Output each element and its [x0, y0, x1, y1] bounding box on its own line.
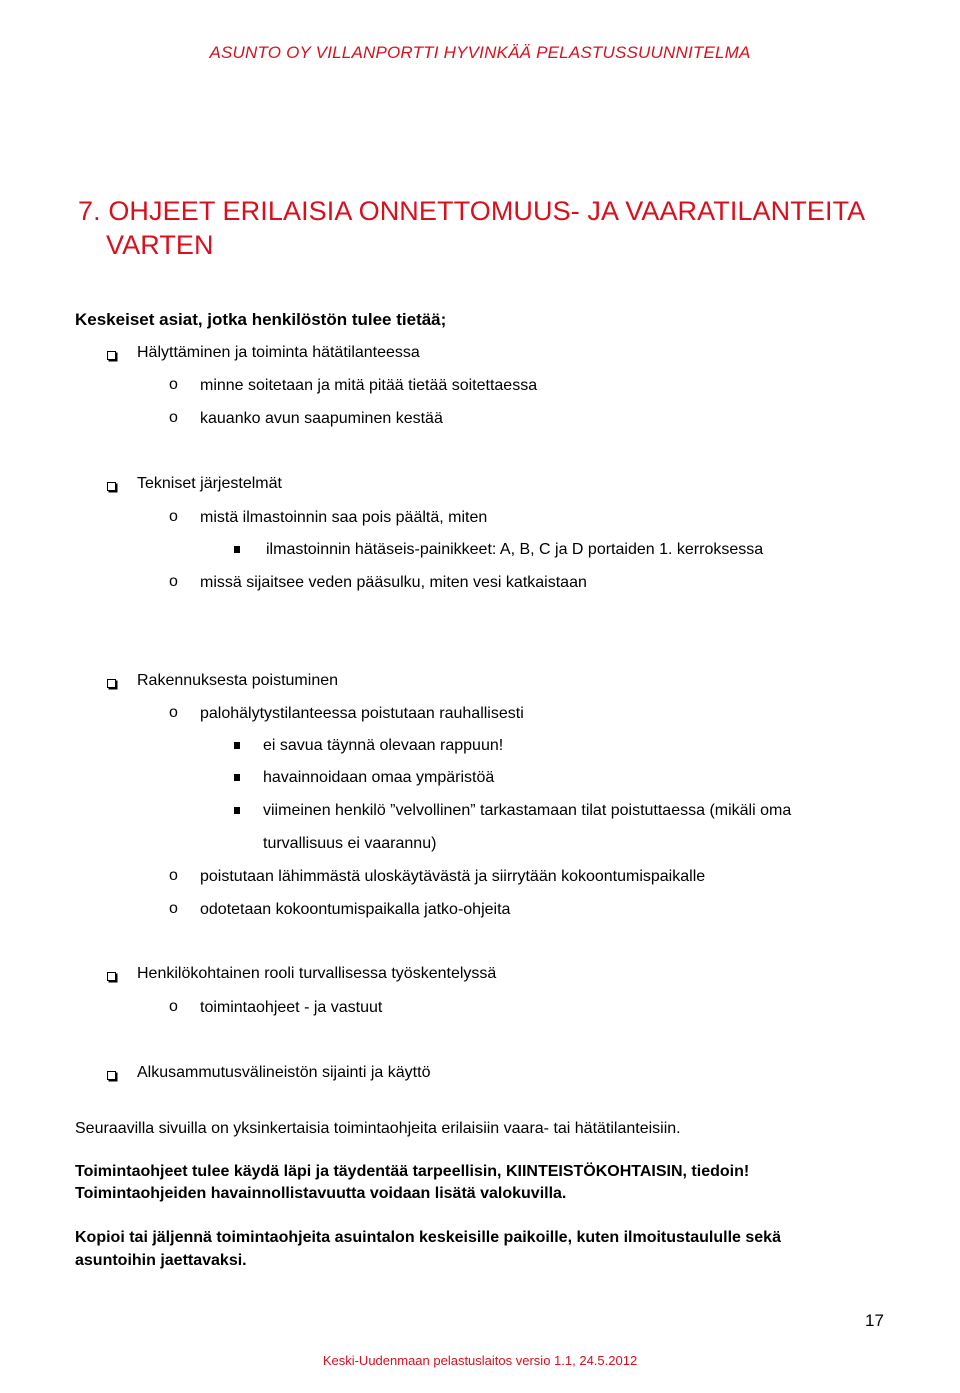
topic-label: Henkilökohtainen rooli turvallisessa työskentelyssä	[137, 965, 497, 982]
footer-publisher: Keski-Uudenmaan pelastuslaitos versio 1.1, 24.5.2012	[322, 1353, 638, 1368]
instruction-line: Toimintaohjeiden havainnollistavuutta voidaan lisätä valokuvilla.	[75, 1185, 567, 1202]
checkbox-bullet-icon	[107, 482, 116, 491]
topic-label: Hälyttäminen ja toiminta hätätilanteessa	[137, 344, 420, 361]
square-bullet-icon	[234, 807, 240, 814]
checkbox-bullet-icon	[107, 1071, 116, 1080]
circle-bullet-icon: o	[169, 508, 178, 525]
circle-bullet-icon: o	[169, 409, 178, 426]
subheading: Keskeiset asiat, jotka henkilöstön tulee tietää;	[75, 310, 447, 329]
checkbox-bullet-icon	[107, 972, 116, 981]
instruction-line: Toimintaohjeet tulee käydä läpi ja täydentää tarpeellisin, KIINTEISTÖKOHTAISIN, tiedoin!	[75, 1163, 750, 1180]
section-heading	[78, 194, 865, 262]
instruction-line: asuntoihin jaettavaksi.	[75, 1252, 247, 1269]
list-item: missä sijaitsee veden pääsulku, miten vesi katkaistaan	[200, 574, 587, 591]
checkbox-bullet-icon	[107, 679, 116, 688]
circle-bullet-icon: o	[169, 900, 178, 917]
square-bullet-icon	[234, 774, 240, 781]
list-item: viimeinen henkilö ”velvollinen” tarkastamaan tilat poistuttaessa (mikäli oma	[263, 802, 792, 819]
list-item: havainnoidaan omaa ympäristöä	[263, 769, 495, 786]
circle-bullet-icon: o	[169, 573, 178, 590]
circle-bullet-icon: o	[169, 704, 178, 721]
list-item: palohälytystilanteessa poistutaan rauhallisesti	[200, 705, 524, 722]
topic-label: Tekniset järjestelmät	[137, 475, 282, 492]
square-bullet-icon	[234, 742, 240, 749]
topic-label: Alkusammutusvälineistön sijainti ja käyttö	[137, 1064, 431, 1081]
intro-paragraph: Seuraavilla sivuilla on yksinkertaisia toimintaohjeita erilaisiin vaara- tai hätätilanteisiin.	[75, 1120, 681, 1137]
list-item: toimintaohjeet - ja vastuut	[200, 999, 383, 1016]
circle-bullet-icon: o	[169, 867, 178, 884]
circle-bullet-icon: o	[169, 998, 178, 1015]
checkbox-bullet-icon	[107, 351, 116, 360]
list-item: minne soitetaan ja mitä pitää tietää soitettaessa	[200, 377, 538, 394]
page-number: 17	[865, 1311, 884, 1330]
circle-bullet-icon: o	[169, 376, 178, 393]
section-heading-line-2: VARTEN	[106, 230, 214, 260]
list-item: poistutaan lähimmästä uloskäytävästä ja siirrytään kokoontumispaikalle	[200, 868, 706, 885]
instruction-line: Kopioi tai jäljennä toimintaohjeita asuintalon keskeisille paikoille, kuten ilmoitustaululle sekä	[75, 1229, 781, 1246]
topic-label: Rakennuksesta poistuminen	[137, 672, 339, 689]
list-item: odotetaan kokoontumispaikalla jatko-ohjeita	[200, 901, 511, 918]
list-item: mistä ilmastoinnin saa pois päältä, miten	[200, 509, 488, 526]
list-item-continuation: turvallisuus ei vaarannu)	[263, 835, 437, 852]
list-item: kauanko avun saapuminen kestää	[200, 410, 443, 427]
square-bullet-icon	[234, 546, 240, 553]
list-item: ilmastoinnin hätäseis-painikkeet: A, B, C ja D portaiden 1. kerroksessa	[266, 541, 764, 558]
list-item: ei savua täynnä olevaan rappuun!	[263, 737, 504, 754]
section-heading-line-1: 7. OHJEET ERILAISIA ONNETTOMUUS- JA VAARATILANTEITA	[78, 196, 866, 226]
document-header: ASUNTO OY VILLANPORTTI HYVINKÄÄ PELASTUSSUUNNITELMA	[209, 43, 751, 62]
